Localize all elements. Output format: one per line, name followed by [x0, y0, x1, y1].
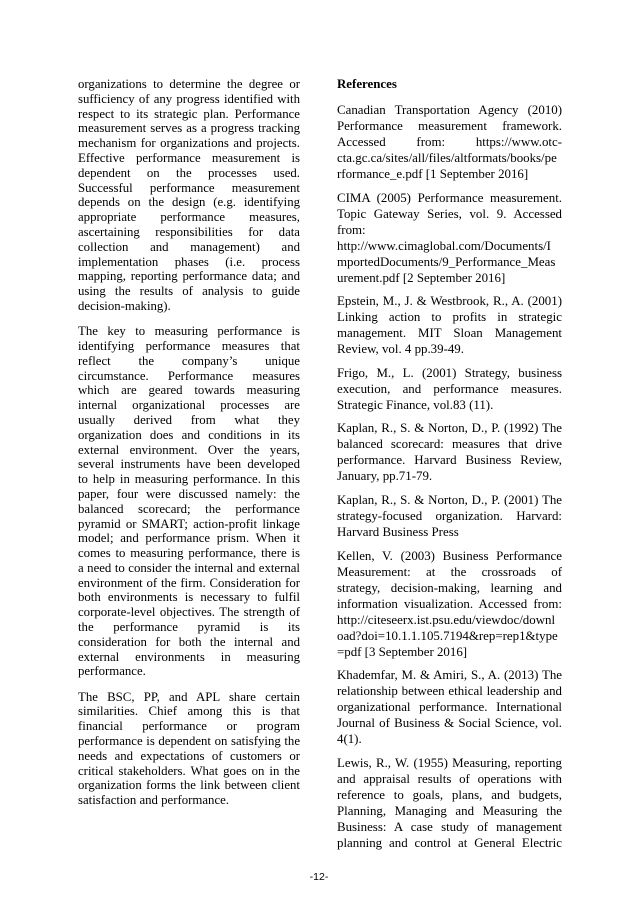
reference-line: Performance measurement framework.: [337, 119, 562, 133]
reference-line: http://citeseerx.ist.psu.edu/viewdoc/downl: [337, 612, 556, 627]
reference-line: Linking action to profits in strategic: [337, 310, 562, 325]
reference-line: urement.pdf [2 September 2016]: [337, 270, 506, 285]
reference-line: reference to goals, plans, and budgets,: [337, 787, 562, 802]
text-line: needs and expectations of customers or: [78, 748, 300, 763]
reference-line: strategy-focused organization. Harvard:: [337, 508, 562, 523]
text-line: organization does and conditions in its: [78, 427, 300, 442]
reference-line: rformance_e.pdf [1 September 2016]: [337, 167, 529, 181]
reference-line: Kaplan, R., S. & Norton, D., P. (2001) The: [337, 492, 562, 507]
reference-line: CIMA (2005) Performance measurement.: [337, 190, 562, 205]
reference-entry: [337, 667, 562, 747]
reference-line: mportedDocuments/9_Performance_Meas: [337, 254, 556, 269]
text-line: sufficiency of any progress identified with: [78, 91, 300, 106]
text-line: model; and performance prism. When it: [78, 531, 300, 546]
text-line: reflect the company’s unique: [78, 353, 300, 368]
body-column: [78, 77, 300, 818]
reference-line: Planning, Managing and Measuring the: [337, 803, 562, 818]
reference-line: from:: [337, 222, 366, 237]
reference-entry: [337, 102, 562, 182]
text-line: dependent on the processes used.: [78, 165, 300, 180]
reference-line: performance. Harvard Business Review,: [337, 453, 562, 468]
references-heading: References: [337, 77, 397, 91]
text-line: which are geared towards measuring: [78, 383, 300, 398]
text-line: similarities. Chief among this is that: [78, 704, 300, 719]
text-line: circumstance. Performance measures: [78, 368, 300, 383]
reference-entry: [337, 548, 562, 660]
text-line: internal organizational processes are: [78, 398, 300, 413]
references-column: [337, 76, 562, 858]
text-line: both environments is necessary to fulfil: [78, 590, 300, 605]
reference-line: Accessed from: https://www.otc-: [337, 135, 562, 149]
reference-line: balanced scorecard: measures that drive: [337, 437, 562, 452]
reference-line: Epstein, M., J. & Westbrook, R., A. (2001): [337, 294, 562, 309]
reference-line: Harvard Business Press: [337, 524, 459, 539]
reference-line: and appraisal results of operations with: [337, 771, 562, 786]
reference-line: Lewis, R., W. (1955) Measuring, reporting: [337, 755, 562, 770]
reference-line: Review, vol. 4 pp.39-49.: [337, 342, 464, 357]
text-line: balanced scorecard; the performance: [78, 501, 300, 516]
text-line: Effective performance measurement is: [78, 150, 300, 165]
text-line: comes to measuring performance, there is: [78, 546, 300, 561]
reference-line: relationship between ethical leadership and: [337, 684, 562, 699]
text-line: financial performance or program: [78, 719, 300, 734]
reference-entry: [337, 492, 562, 540]
text-line: paper, four were discussed namely: the: [78, 486, 300, 501]
reference-line: 4(1).: [337, 732, 362, 747]
reference-entry: [337, 420, 562, 484]
text-line: respect to its strategic plan. Performance: [78, 106, 300, 121]
text-line: Successful performance measurement: [78, 180, 300, 195]
text-line: depends on the design (e.g. identifying: [78, 195, 300, 210]
body-paragraph: [78, 77, 300, 314]
reference-line: planning and control at General Electric: [337, 835, 562, 850]
text-line: collection and management) and: [78, 239, 300, 254]
reference-entry: [337, 190, 562, 286]
text-line: environment of the firm. Consideration for: [78, 575, 300, 590]
text-line: identifying performance measures that: [78, 338, 300, 353]
reference-line: organizational performance. International: [337, 700, 562, 715]
reference-line: Strategic Finance, vol.83 (11).: [337, 397, 494, 412]
reference-line: Journal of Business & Social Science, vol.: [337, 716, 562, 731]
text-line: appropriate performance measures,: [78, 210, 300, 225]
text-line: a need to consider the internal and external: [78, 560, 300, 575]
reference-line: Frigo, M., L. (2001) Strategy, business: [337, 365, 562, 380]
text-line: external environment. Over the years,: [78, 442, 300, 457]
text-line: pyramid or SMART; action-profit linkage: [78, 516, 300, 531]
text-line: organization forms the link between client: [78, 778, 300, 793]
text-line: mapping, reporting performance data; and: [78, 269, 300, 284]
reference-entry: [337, 293, 562, 357]
text-line: The BSC, PP, and APL share certain: [78, 689, 300, 704]
reference-line: Khademfar, M. & Amiri, S., A. (2013) The: [337, 668, 562, 683]
reference-line: Canadian Transportation Agency (2010): [337, 103, 562, 117]
body-paragraph: [78, 324, 300, 679]
reference-line: January, pp.71-79.: [337, 469, 433, 484]
text-line: mechanism for organizations and projects.: [78, 136, 300, 151]
reference-line: Kellen, V. (2003) Business Performance: [337, 548, 562, 563]
reference-entry: [337, 365, 562, 413]
reference-line: Kaplan, R., S. & Norton, D., P. (1992) The: [337, 421, 562, 436]
text-line: performance is dependent on satisfying the: [78, 734, 300, 749]
text-line: to help in measuring performance. In this: [78, 472, 300, 487]
text-line: The key to measuring performance is: [78, 324, 300, 339]
body-paragraph: [78, 690, 300, 808]
text-line: satisfaction and performance.: [78, 793, 230, 808]
text-line: ascertaining responsibilities for data: [78, 224, 300, 239]
text-line: performance.: [78, 664, 146, 679]
text-line: several instruments have been developed: [78, 457, 300, 472]
reference-line: execution, and performance measures.: [337, 381, 562, 396]
reference-line: Topic Gateway Series, vol. 9. Accessed: [337, 206, 562, 221]
reference-entry: [337, 755, 562, 851]
text-line: the performance pyramid is its: [78, 620, 300, 635]
text-line: usually derived from what they: [78, 412, 300, 427]
reference-line: information visualization. Accessed from:: [337, 596, 562, 611]
reference-line: Business: A case study of management: [337, 819, 562, 834]
reference-line: =pdf [3 September 2016]: [337, 644, 468, 659]
reference-line: Measurement: at the crossroads of: [337, 564, 562, 579]
text-line: corporate-level objectives. The strength of: [78, 605, 300, 620]
text-line: consideration for both the internal and: [78, 634, 300, 649]
reference-line: http://www.cimaglobal.com/Documents/I: [337, 238, 551, 253]
reference-line: cta.gc.ca/sites/all/files/altformats/books/pe: [337, 151, 557, 165]
text-line: organizations to determine the degree or: [78, 77, 300, 91]
text-line: measurement serves as a progress tracking: [78, 121, 300, 136]
text-line: decision-making).: [78, 298, 171, 313]
text-line: implementation phases (i.e. process: [78, 254, 300, 269]
text-line: using the results of analysis to guide: [78, 284, 300, 299]
reference-line: management. MIT Sloan Management: [337, 326, 562, 341]
page-number: -12-: [309, 871, 329, 883]
text-line: external environments in measuring: [78, 649, 300, 664]
reference-line: strategy, decision-making, learning and: [337, 580, 562, 595]
reference-line: oad?doi=10.1.1.105.7194&rep=rep1&type: [337, 628, 558, 643]
text-line: critical stakeholders. What goes on in the: [78, 763, 300, 778]
